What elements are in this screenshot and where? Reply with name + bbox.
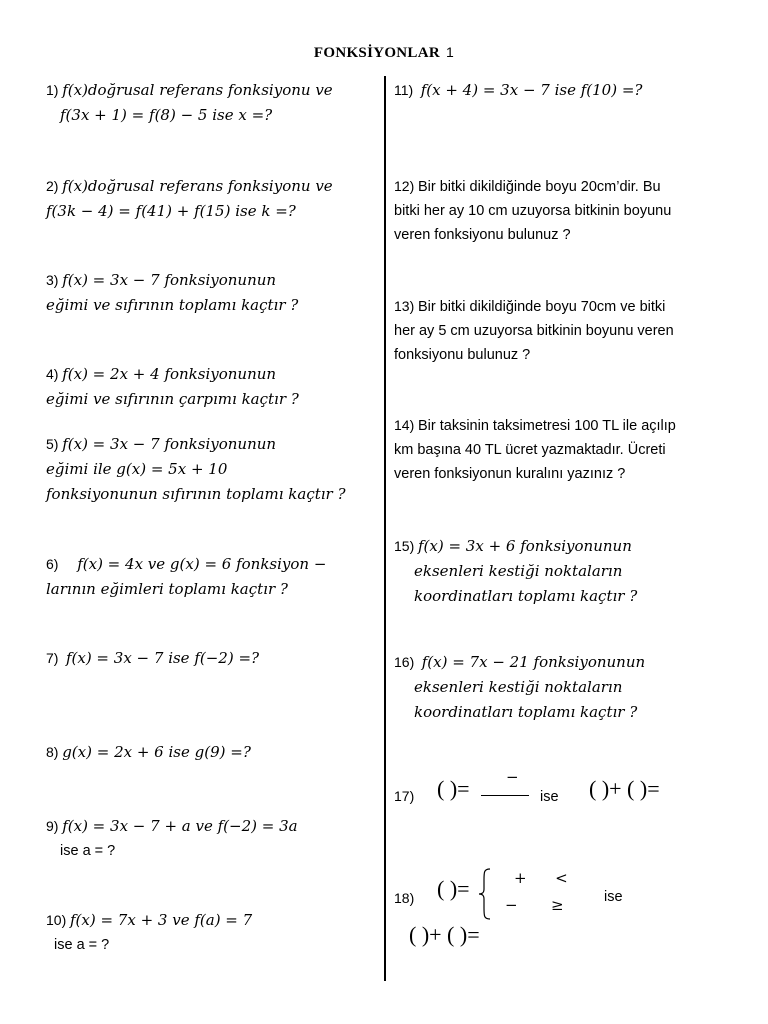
question-number: 8) — [46, 744, 59, 760]
page-title — [0, 44, 768, 62]
question-text: 𝑓(𝑥) = 2𝑥 + 4 fonksiyonunun — [62, 365, 277, 383]
question-text: eksenleri kestiği noktaların — [414, 678, 623, 696]
ise-label: ise — [604, 889, 623, 905]
ise-label: ise — [540, 789, 559, 805]
case-1: + < — [514, 869, 568, 887]
question-9 — [46, 814, 298, 863]
question-6 — [46, 552, 326, 602]
question-text: 𝑓(𝑥)doğrusal referans fonksiyonu ve — [62, 81, 333, 99]
question-number: 18) — [394, 890, 415, 906]
question-5 — [46, 432, 346, 507]
question-11 — [394, 78, 642, 103]
question-text: 𝑓(𝑥) = 4𝑥 ve 𝑔(𝑥) = 6 fonksiyon − — [77, 555, 327, 573]
question-text: fonksiyonunun sıfırının toplamı kaçtır ? — [46, 485, 346, 503]
brace-icon — [478, 868, 492, 920]
question-1 — [46, 78, 333, 128]
question-number: 7) — [46, 650, 59, 666]
formula-lhs: ( )= — [437, 876, 470, 901]
question-text: 𝑓(𝑥 + 4) = 3𝑥 − 7 ise 𝑓(10) =? — [420, 81, 643, 99]
question-13 — [394, 294, 674, 367]
question-text: 𝑔(𝑥) = 2𝑥 + 6 ise 𝑔(9) =? — [62, 743, 251, 761]
question-number: 14) — [394, 417, 415, 433]
question-7 — [46, 646, 259, 671]
question-text: 𝑓(𝑥) = 3𝑥 − 7 fonksiyonunun — [62, 435, 277, 453]
formula-second-line: ( )+ ( )= — [409, 922, 480, 947]
question-number: 12) — [394, 178, 415, 194]
question-text: eğimi ile 𝑔(𝑥) = 5𝑥 + 10 — [46, 460, 228, 478]
question-3 — [46, 268, 298, 318]
question-number: 9) — [46, 818, 59, 834]
question-number: 13) — [394, 298, 415, 314]
question-text: eğimi ve sıfırının çarpımı kaçtır ? — [46, 390, 299, 408]
question-number: 15) — [394, 538, 415, 554]
fraction-bar — [481, 795, 529, 796]
question-text: 𝑓(𝑥) = 3𝑥 + 6 fonksiyonunun — [417, 537, 632, 555]
question-number: 2) — [46, 178, 59, 194]
question-text: ise a = ? — [54, 937, 110, 953]
question-text: 𝑓(𝑥) = 3𝑥 − 7 ise 𝑓(−2) =? — [65, 649, 260, 667]
case-2: − ≥ — [505, 896, 564, 914]
question-number: 16) — [394, 654, 415, 670]
question-number: 6) — [46, 556, 59, 572]
question-text: 𝑓(𝑥) = 3𝑥 − 7 + 𝑎 ve 𝑓(−2) = 3𝑎 — [62, 817, 298, 835]
question-text: 𝑓(𝑥) = 3𝑥 − 7 fonksiyonunun — [62, 271, 277, 289]
question-8 — [46, 740, 251, 765]
question-text: koordinatları toplamı kaçtır ? — [414, 703, 638, 721]
formula-rhs: ( )+ ( )= — [589, 776, 660, 801]
question-text: 𝑓(3𝑘 − 4) = 𝑓(41) + 𝑓(15) ise 𝑘 =? — [46, 202, 296, 220]
question-text: eksenleri kestiği noktaların — [414, 562, 623, 580]
question-text: ise a = ? — [60, 843, 116, 859]
question-text: veren fonksiyonu bulunuz ? — [394, 227, 571, 243]
question-16 — [394, 650, 645, 725]
question-text: larının eğimleri toplamı kaçtır ? — [46, 580, 288, 598]
question-text: her ay 5 cm uzuyorsa bitkinin boyunu veren — [394, 323, 674, 339]
title-text: FONKSİYONLAR — [313, 45, 441, 61]
question-4 — [46, 362, 299, 412]
question-number: 10) — [46, 912, 67, 928]
question-12 — [394, 174, 671, 247]
question-number: 11) — [394, 82, 414, 98]
question-2 — [46, 174, 333, 224]
question-number: 3) — [46, 272, 59, 288]
question-text: bitki her ay 10 cm uzuyorsa bitkinin boyunu — [394, 203, 672, 219]
question-text: fonksiyonu bulunuz ? — [394, 347, 531, 363]
question-14 — [394, 413, 676, 486]
fraction-numerator: − — [506, 768, 519, 786]
question-text: 𝑓(𝑥) = 7𝑥 + 3 ve 𝑓(𝑎) = 7 — [69, 911, 253, 929]
title-number: 1 — [446, 44, 455, 60]
column-divider — [384, 76, 386, 981]
question-number: 1) — [46, 82, 59, 98]
question-text: Bir bitki dikildiğinde boyu 70cm ve bitki — [417, 299, 666, 315]
question-number: 4) — [46, 366, 59, 382]
question-text: eğimi ve sıfırının toplamı kaçtır ? — [46, 296, 299, 314]
question-10 — [46, 908, 252, 957]
question-text: Bir bitki dikildiğinde boyu 20cm’dir. Bu — [417, 179, 661, 195]
question-text: veren fonksiyonun kuralını yazınız ? — [394, 466, 626, 482]
question-number: 17) — [394, 788, 415, 804]
question-15 — [394, 534, 637, 609]
question-text: 𝑓(𝑥) = 7𝑥 − 21 fonksiyonunun — [421, 653, 646, 671]
question-text: km başına 40 TL ücret yazmaktadır. Ücreti — [394, 442, 666, 458]
question-text: 𝑓(𝑥)doğrusal referans fonksiyonu ve — [62, 177, 333, 195]
question-text: Bir taksinin taksimetresi 100 TL ile açılıp — [417, 418, 676, 434]
formula-lhs: ( )= — [437, 776, 470, 801]
question-text: koordinatları toplamı kaçtır ? — [414, 587, 638, 605]
question-number: 5) — [46, 436, 59, 452]
question-text: 𝑓(3𝑥 + 1) = 𝑓(8) − 5 ise 𝑥 =? — [60, 106, 273, 124]
